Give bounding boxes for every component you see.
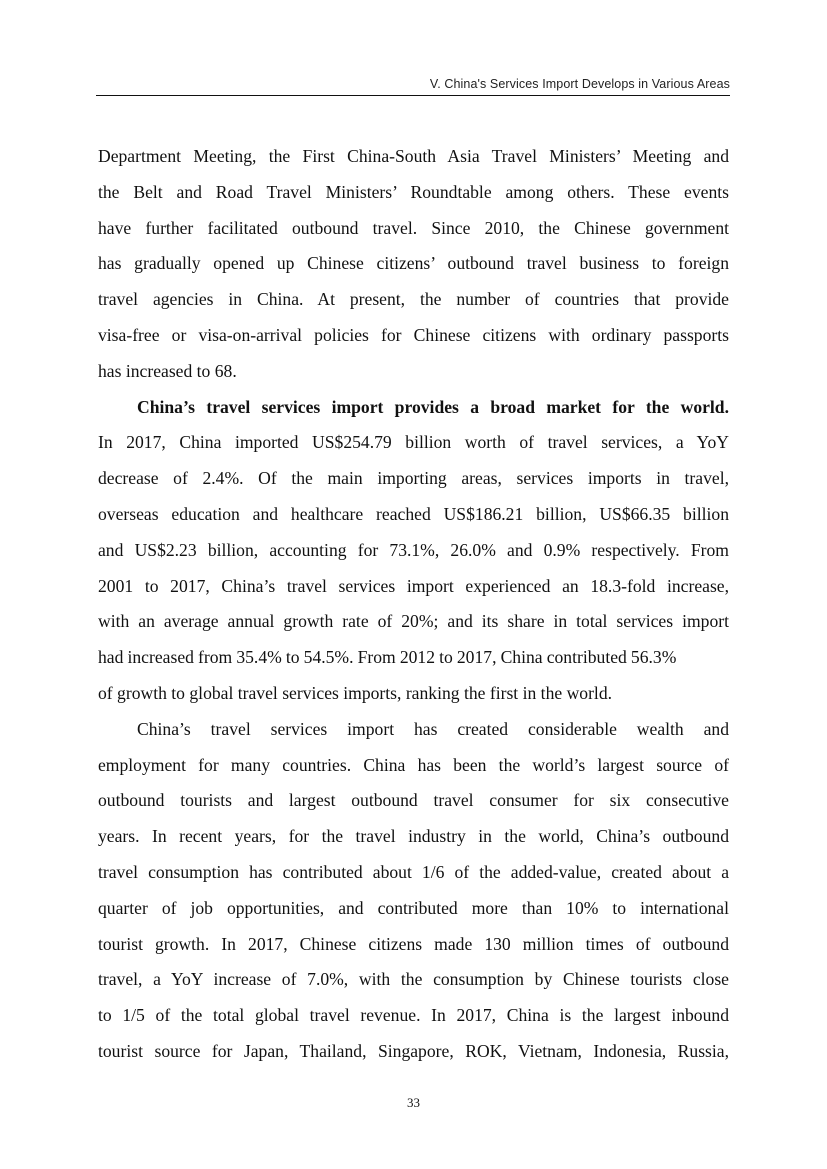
text-line: employment for many countries. China has been the world’s largest source of — [98, 754, 729, 775]
text-line: years. In recent years, for the travel industry in the world, China’s outbound — [98, 826, 729, 847]
document-body — [98, 139, 729, 1070]
text-line: travel agencies in China. At present, the number of countries that provide — [98, 289, 729, 310]
text-line: tourist source for Japan, Thailand, Singapore, ROK, Vietnam, Indonesia, Russia, — [98, 1040, 729, 1061]
text-line: In 2017, China imported US$254.79 billion worth of travel services, a YoY — [98, 432, 729, 453]
text-line: outbound tourists and largest outbound travel consumer for six consecutive — [98, 790, 729, 811]
text-line: travel, a YoY increase of 7.0%, with the consumption by Chinese tourists close — [98, 969, 729, 990]
text-line: with an average annual growth rate of 20%; and its share in total services import — [98, 611, 729, 632]
text-line: have further facilitated outbound travel. Since 2010, the Chinese government — [98, 217, 729, 238]
text-line: to 1/5 of the total global travel revenue. In 2017, China is the largest inbound — [98, 1005, 729, 1026]
header-rule — [96, 95, 730, 96]
text-line: China’s travel services import has created considerable wealth and — [137, 718, 729, 739]
text-line: overseas education and healthcare reached US$186.21 billion, US$66.35 billion — [98, 503, 729, 524]
text-line: the Belt and Road Travel Ministers’ Roundtable among others. These events — [98, 181, 729, 202]
text-line: has increased to 68. — [98, 360, 237, 381]
running-header: V. China's Services Import Develops in Various Areas — [429, 77, 730, 91]
text-line: quarter of job opportunities, and contributed more than 10% to international — [98, 897, 729, 918]
text-line: travel consumption has contributed about 1/6 of the added-value, created about a — [98, 861, 729, 882]
text-line: decrease of 2.4%. Of the main importing areas, services imports in travel, — [98, 468, 729, 489]
text-line: had increased from 35.4% to 54.5%. From 2012 to 2017, China contributed 56.3% — [98, 647, 677, 668]
text-line: visa-free or visa-on-arrival policies for Chinese citizens with ordinary passports — [98, 324, 729, 345]
text-line: of growth to global travel services imports, ranking the first in the world. — [98, 682, 613, 703]
text-line: Department Meeting, the First China-South Asia Travel Ministers’ Meeting and — [98, 146, 729, 166]
page-number: 33 — [407, 1095, 420, 1110]
text-line: tourist growth. In 2017, Chinese citizens made 130 million times of outbound — [98, 933, 729, 954]
paragraph-heading: China’s travel services import provides a broad market for the world. — [137, 396, 729, 417]
text-line: 2001 to 2017, China’s travel services import experienced an 18.3-fold increase, — [98, 575, 729, 596]
text-line: and US$2.23 billion, accounting for 73.1%, 26.0% and 0.9% respectively. From — [98, 539, 729, 560]
text-line: has gradually opened up Chinese citizens’ outbound travel business to foreign — [98, 253, 729, 274]
